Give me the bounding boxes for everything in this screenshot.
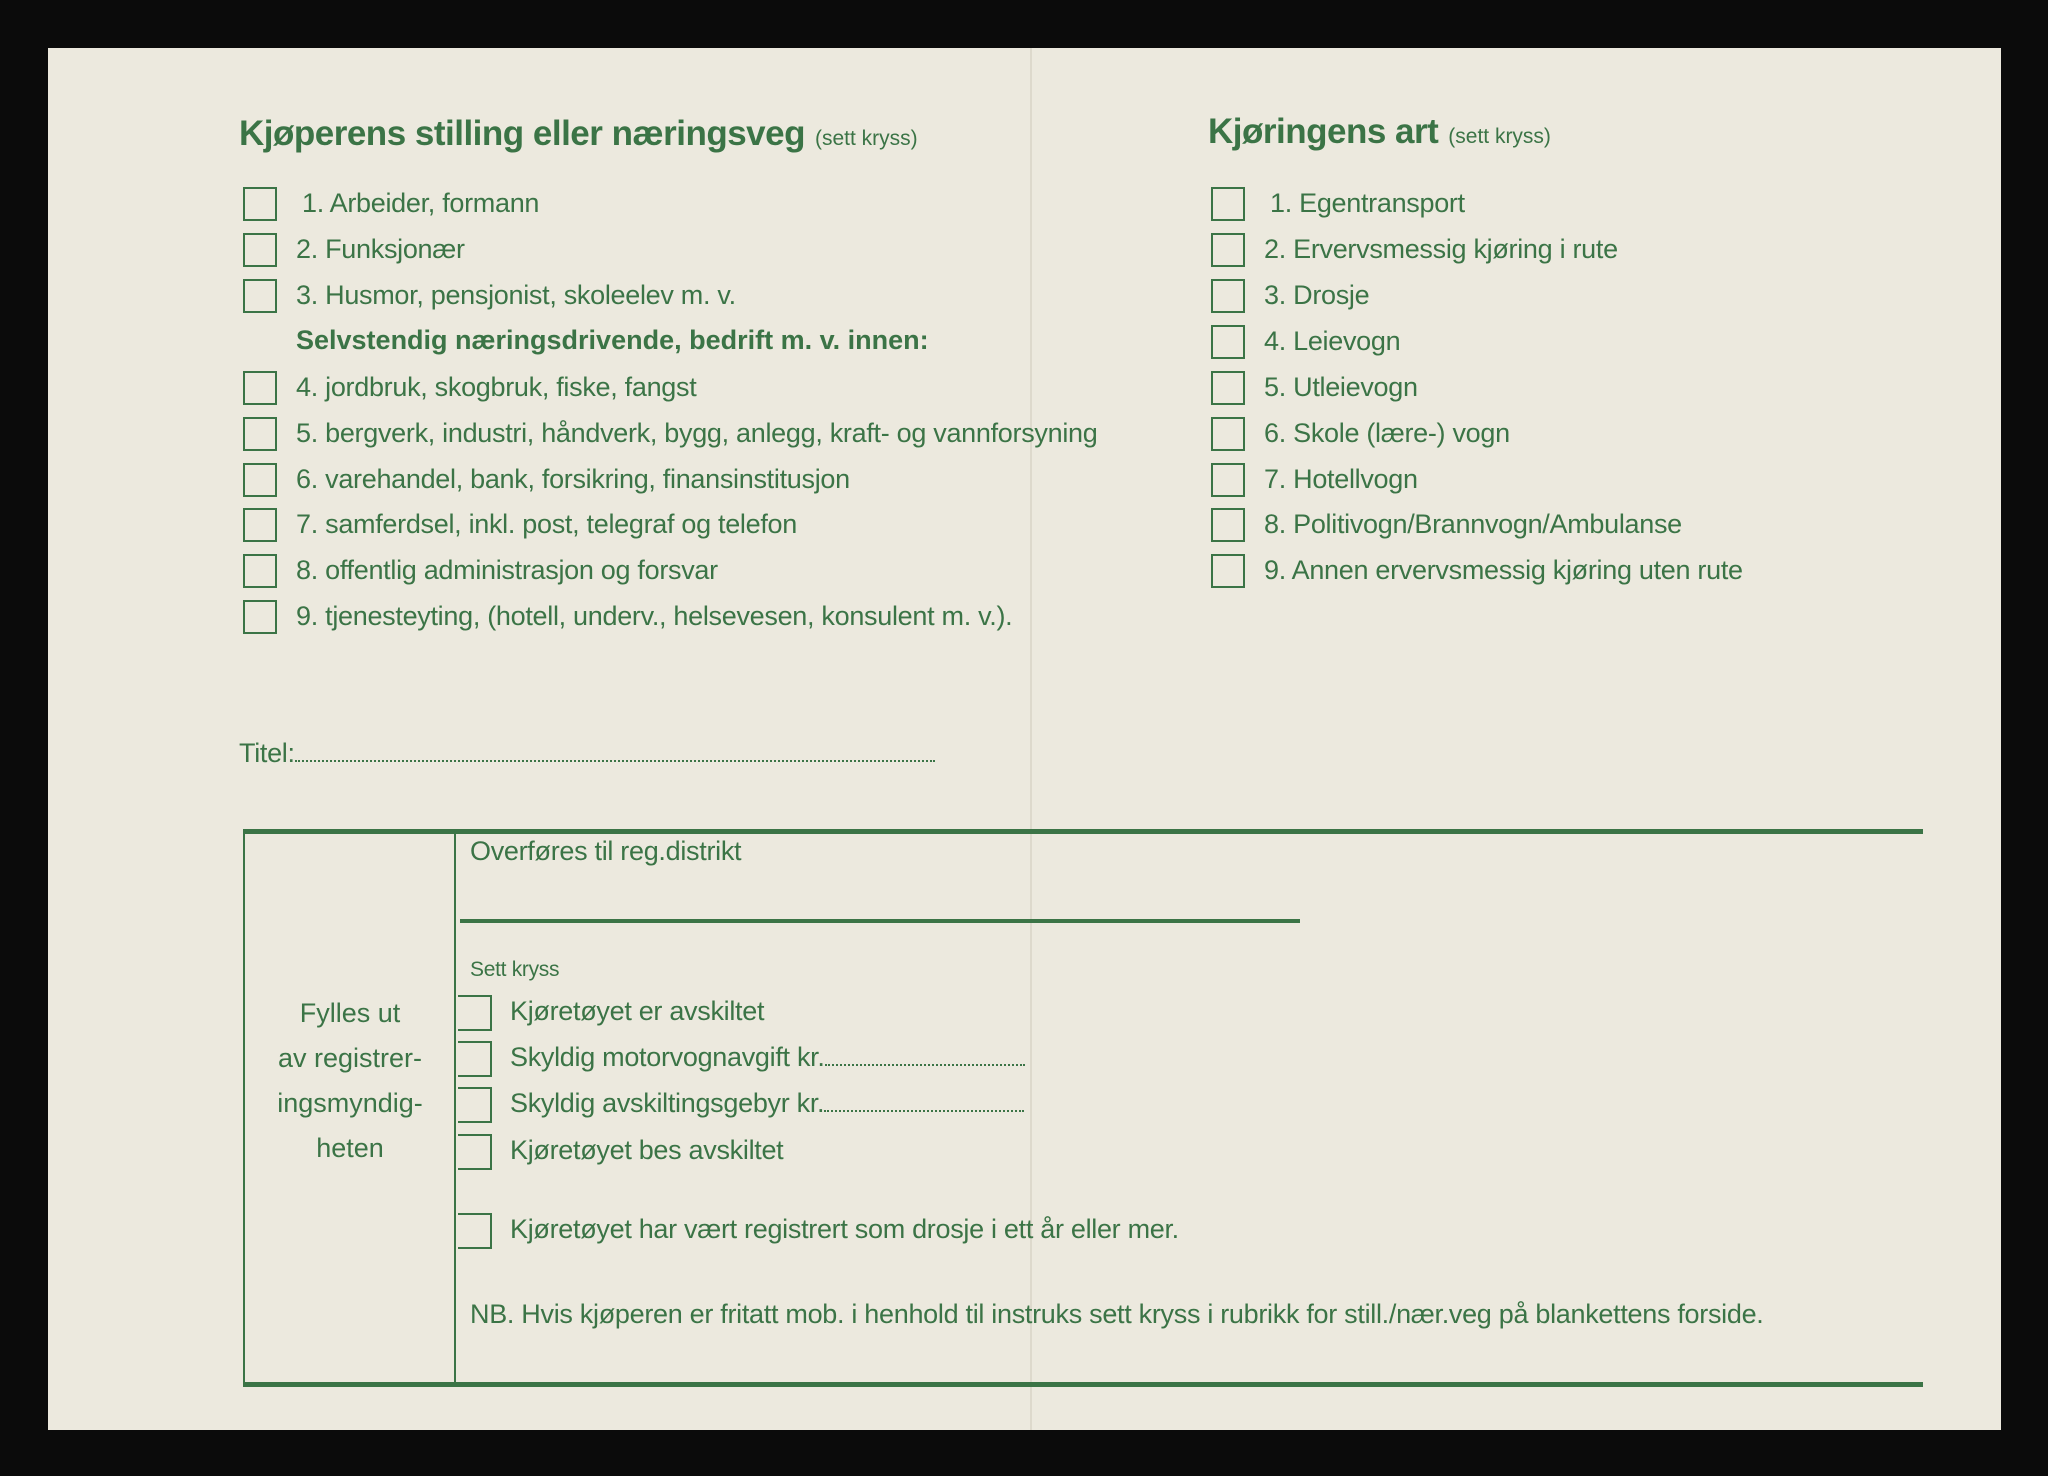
checkbox-driving-5[interactable]	[1211, 371, 1245, 405]
check-instruction: Sett kryss	[470, 958, 560, 981]
checkbox-occupation-7[interactable]	[243, 508, 277, 542]
heading-note: (sett kryss)	[814, 127, 918, 150]
occupation-label: 3. Husmor, pensjonist, skoleelev m. v.	[296, 280, 736, 310]
checkbox-taxi-registered[interactable]	[458, 1213, 492, 1249]
checkbox-occupation-6[interactable]	[243, 463, 277, 497]
driving-type-label: 4. Leievogn	[1264, 326, 1401, 356]
checkbox-driving-2[interactable]	[1211, 233, 1245, 267]
deregistration-fee-field[interactable]	[510, 1088, 1024, 1119]
deregistration-fee-label: Skyldig avskiltingsgebyr kr.	[510, 1088, 825, 1118]
box-top-rule	[243, 829, 1923, 834]
vehicle-tax-label: Skyldig motorvognavgift kr.	[510, 1042, 825, 1072]
checkbox-occupation-3[interactable]	[243, 279, 277, 313]
occupation-label: 6. varehandel, bank, forsikring, finansinstitusjon	[296, 464, 850, 494]
deregistration-fee-dotted-line	[824, 1090, 1024, 1112]
checkbox-driving-3[interactable]	[1211, 279, 1245, 313]
checkbox-occupation-1[interactable]	[243, 187, 277, 221]
nb-note: NB. Hvis kjøperen er fritatt mob. i henhold til instruks sett kryss i rubrikk for still./nær.veg på blankettens forside.	[470, 1299, 1764, 1329]
checkbox-deregistered[interactable]	[458, 995, 492, 1031]
heading-note: (sett kryss)	[1448, 125, 1551, 148]
checkbox-request-deregistration[interactable]	[458, 1134, 492, 1170]
occupation-label: 9. tjenesteyting, (hotell, underv., helsevesen, konsulent m. v.).	[296, 601, 1013, 631]
box-bottom-rule	[243, 1382, 1923, 1387]
vehicle-tax-field[interactable]	[510, 1042, 1025, 1073]
checkbox-driving-1[interactable]	[1211, 187, 1245, 221]
driving-type-label: 7. Hotellvogn	[1264, 464, 1418, 494]
buyer-occupation-heading	[239, 114, 918, 154]
deregistered-label: Kjøretøyet er avskiltet	[510, 996, 765, 1026]
taxi-registered-label: Kjøretøyet har vært registrert som drosje i ett år eller mer.	[510, 1214, 1179, 1244]
checkbox-occupation-9[interactable]	[243, 600, 277, 634]
checkbox-driving-6[interactable]	[1211, 417, 1245, 451]
vehicle-tax-dotted-line	[825, 1044, 1025, 1066]
box-divider	[454, 831, 456, 1384]
checkbox-driving-7[interactable]	[1211, 463, 1245, 497]
checkbox-vehicle-tax-owed[interactable]	[458, 1041, 492, 1077]
title-label: Titel:	[239, 738, 295, 768]
occupation-label: 5. bergverk, industri, håndverk, bygg, anlegg, kraft- og vannforsyning	[296, 418, 1098, 448]
transfer-district-line[interactable]	[460, 919, 1300, 923]
side-label-line: av registrer-	[277, 1043, 423, 1073]
driving-type-label: 8. Politivogn/Brannvogn/Ambulanse	[1264, 509, 1682, 539]
checkbox-driving-9[interactable]	[1211, 554, 1245, 588]
driving-type-label: 2. Ervervsmessig kjøring i rute	[1264, 234, 1618, 264]
driving-type-label: 5. Utleievogn	[1264, 372, 1418, 402]
side-label-line: Fylles ut	[299, 998, 401, 1028]
occupation-label: 4. jordbruk, skogbruk, fiske, fangst	[296, 372, 697, 402]
title-field[interactable]	[239, 738, 935, 769]
driving-type-label: 9. Annen ervervsmessig kjøring uten rute	[1264, 555, 1743, 585]
driving-type-label: 1. Egentransport	[1270, 188, 1465, 218]
request-deregistration-label: Kjøretøyet bes avskiltet	[510, 1135, 784, 1165]
driving-type-label: 6. Skole (lære-) vogn	[1264, 418, 1510, 448]
occupation-label: 1. Arbeider, formann	[302, 188, 540, 218]
side-label-line: heten	[316, 1133, 384, 1163]
checkbox-occupation-4[interactable]	[243, 371, 277, 405]
checkbox-occupation-8[interactable]	[243, 554, 277, 588]
checkbox-driving-4[interactable]	[1211, 325, 1245, 359]
occupation-label: 8. offentlig administrasjon og forsvar	[296, 555, 718, 585]
title-dotted-line	[295, 740, 935, 762]
driving-type-heading	[1208, 112, 1551, 152]
occupation-label: 2. Funksjonær	[296, 234, 465, 264]
checkbox-driving-8[interactable]	[1211, 508, 1245, 542]
self-employed-subheading: Selvstendig næringsdrivende, bedrift m. v. innen:	[296, 325, 929, 355]
checkbox-occupation-5[interactable]	[243, 417, 277, 451]
side-label-line: ingsmyndig-	[277, 1088, 423, 1118]
heading-text: Kjøringens art	[1208, 112, 1439, 151]
transfer-district-label: Overføres til reg.distrikt	[470, 836, 742, 866]
checkbox-occupation-2[interactable]	[243, 233, 277, 267]
heading-text: Kjøperens stilling eller næringsveg	[239, 114, 805, 153]
occupation-label: 7. samferdsel, inkl. post, telegraf og telefon	[296, 509, 797, 539]
driving-type-label: 3. Drosje	[1264, 280, 1370, 310]
side-label	[250, 991, 450, 1171]
checkbox-deregistration-fee-owed[interactable]	[458, 1087, 492, 1123]
box-left-border	[243, 831, 245, 1384]
